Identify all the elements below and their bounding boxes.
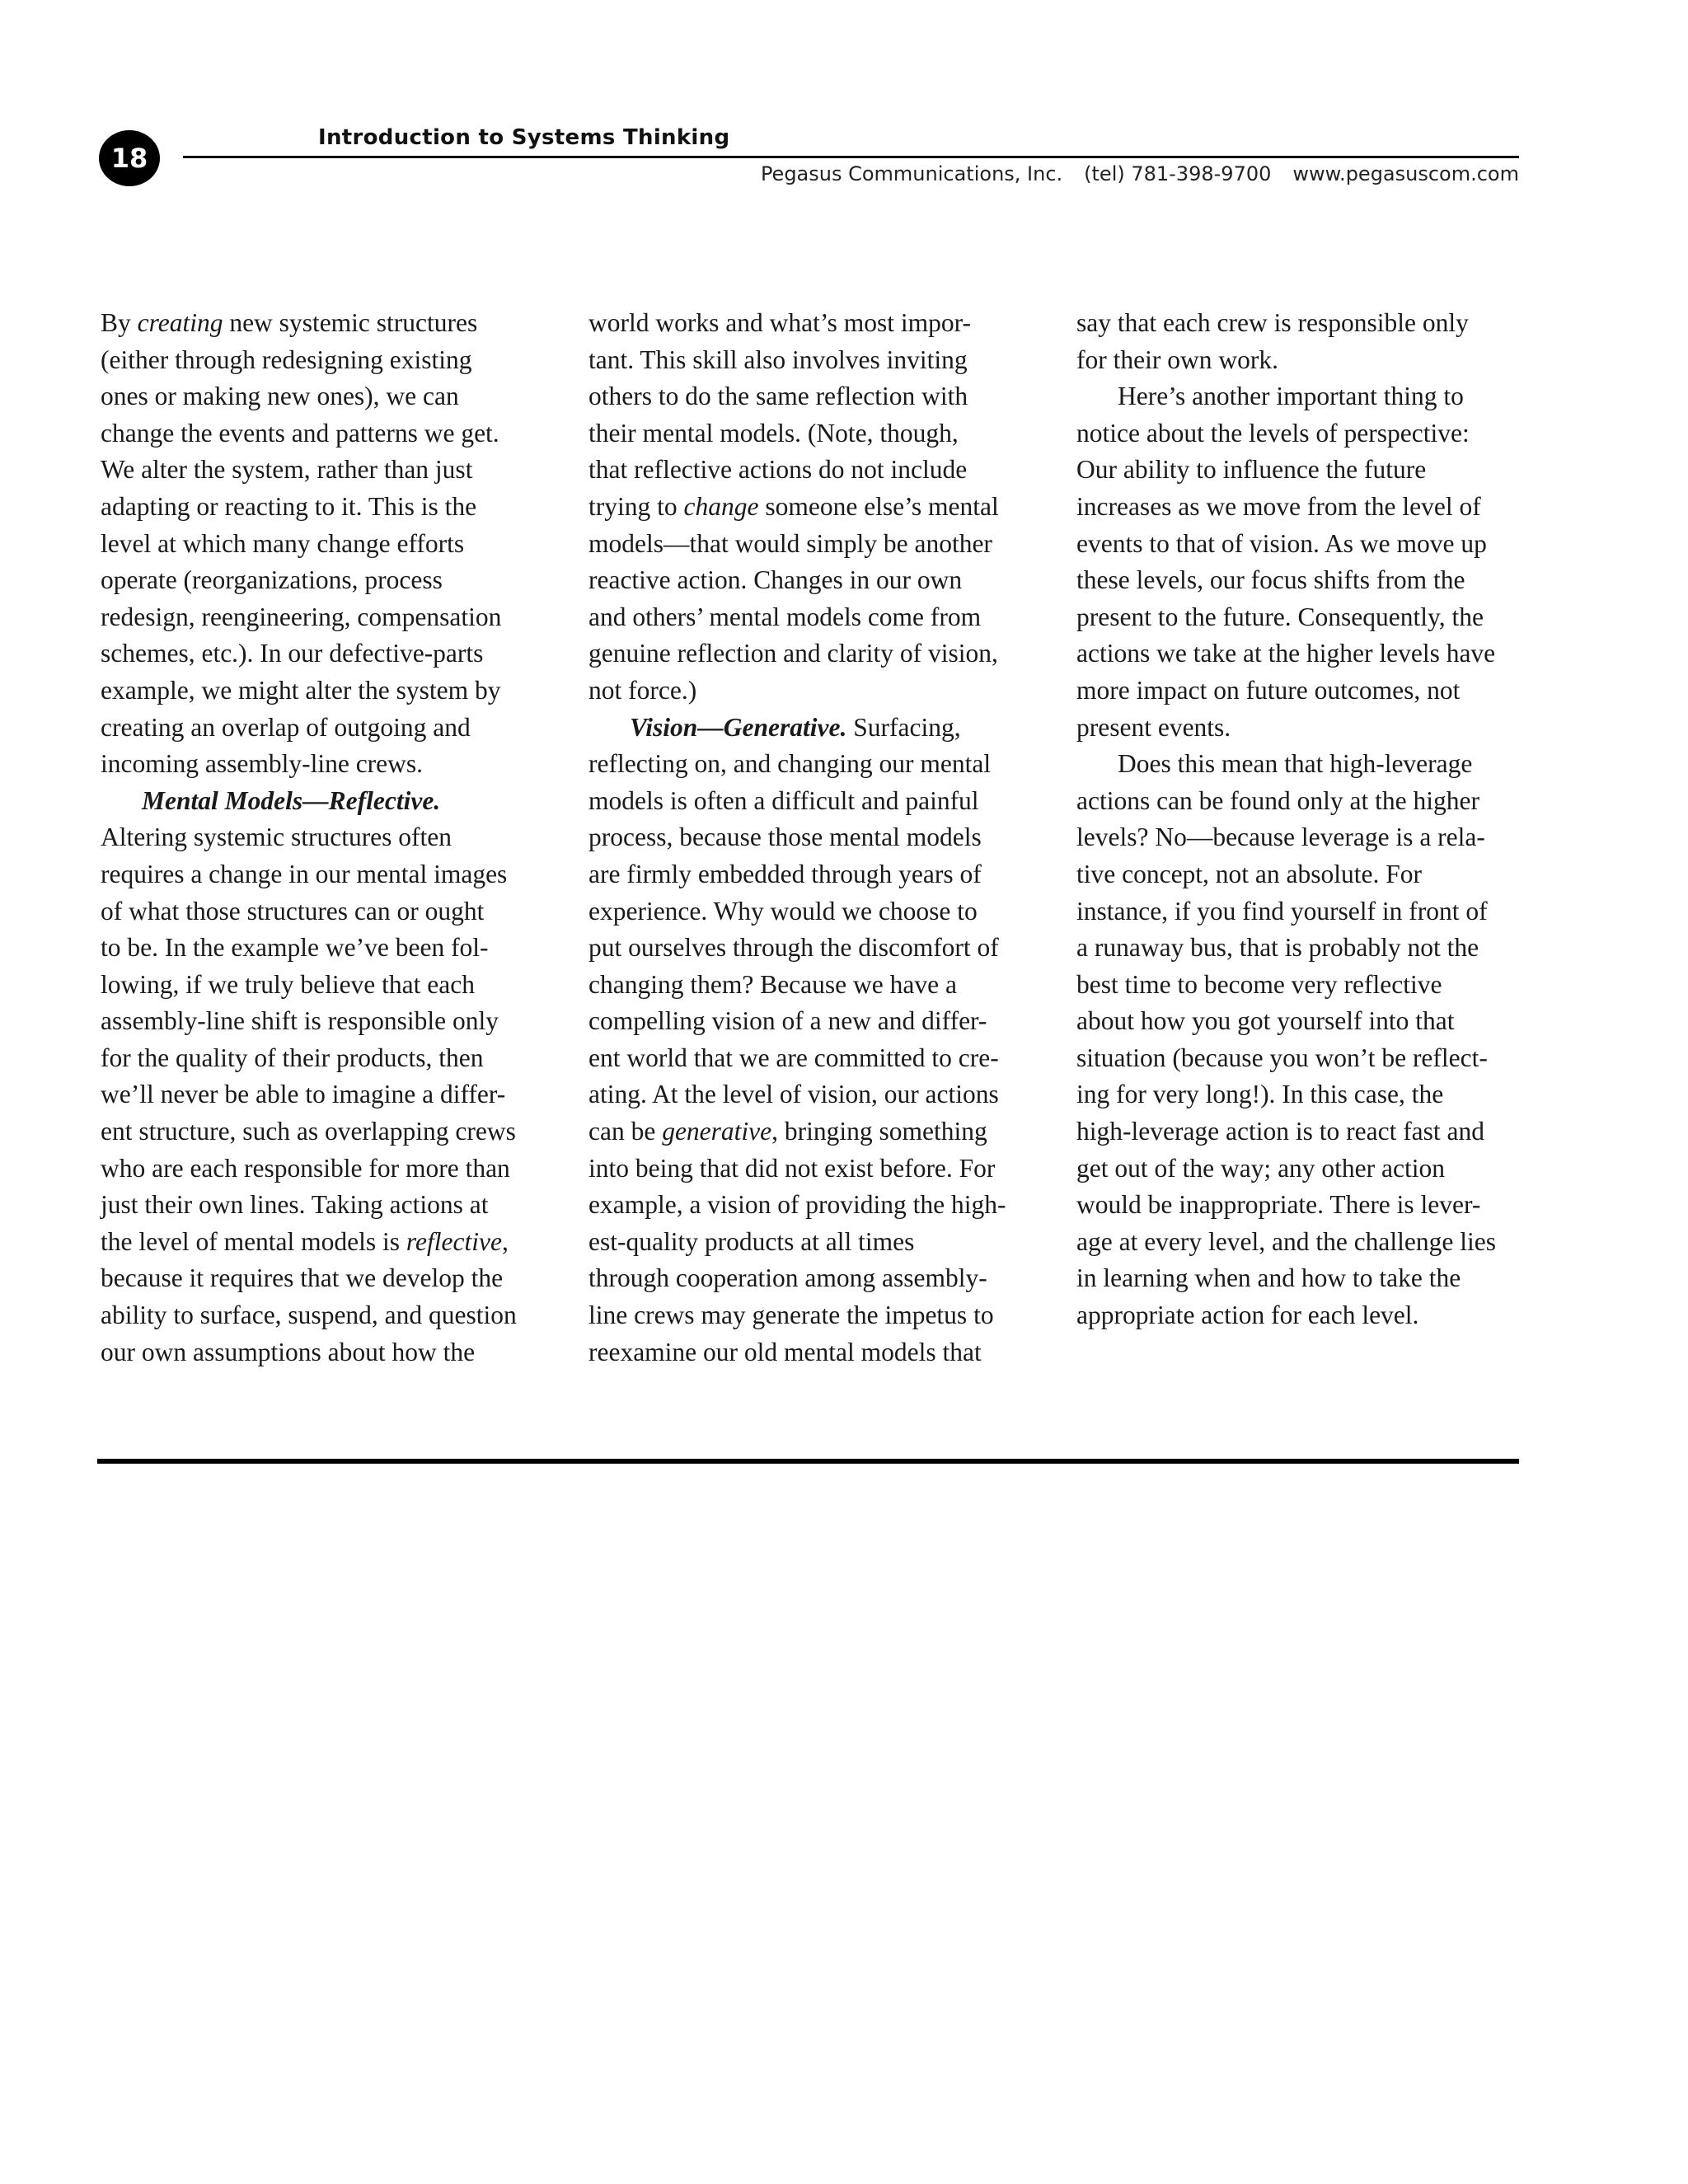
- text-line: because it requires that we develop the: [101, 1263, 504, 1293]
- text-line: world works and what’s most impor-: [588, 308, 971, 337]
- publisher-website: www.pegasuscom.com: [1292, 162, 1519, 185]
- text-line: assembly-line shift is responsible only: [101, 1006, 499, 1036]
- text-line: in learning when and how to take the: [1076, 1263, 1461, 1293]
- text-line: present events.: [1076, 712, 1231, 742]
- text-line: schemes, etc.). In our defective-parts: [101, 639, 484, 668]
- text-line: ones or making new ones), we can: [101, 382, 459, 411]
- text-line: ent structure, such as overlapping crews: [101, 1117, 516, 1146]
- section-heading-vision: Vision—Generative.: [630, 712, 847, 742]
- text-line: about how you got yourself into that: [1076, 1006, 1455, 1036]
- text-line: incoming assembly-line crews.: [101, 749, 424, 779]
- text-line: line crews may generate the impetus to: [588, 1301, 994, 1330]
- text-line: compelling vision of a new and differ-: [588, 1006, 987, 1036]
- text-line: By creating new systemic structures: [101, 308, 478, 337]
- text-line: not force.): [588, 675, 697, 705]
- text-line: example, we might alter the system by: [101, 675, 501, 705]
- text-line: reexamine our old mental models that: [588, 1337, 982, 1366]
- text-line: Altering systemic structures often: [101, 823, 452, 852]
- text-line: example, a vision of providing the high-: [588, 1190, 1006, 1220]
- text-line: can be generative, bringing something: [588, 1117, 987, 1146]
- text-line: actions we take at the higher levels have: [1076, 639, 1496, 668]
- text-line: get out of the way; any other action: [1076, 1153, 1445, 1183]
- text-column-2: [588, 305, 1050, 1371]
- text-line: ing for very long!). In this case, the: [1076, 1080, 1444, 1109]
- text-line: to be. In the example we’ve been fol-: [101, 933, 489, 963]
- text-line: tant. This skill also involves inviting: [588, 344, 968, 374]
- text-line: we’ll never be able to imagine a differ-: [101, 1080, 506, 1109]
- text-line: ating. At the level of vision, our actions: [588, 1080, 999, 1109]
- text-line: tive concept, not an absolute. For: [1076, 859, 1423, 888]
- text-line: Vision—Generative. Surfacing,: [630, 712, 961, 742]
- text-line: age at every level, and the challenge lies: [1076, 1226, 1496, 1256]
- text-line: ent world that we are committed to cre-: [588, 1043, 999, 1072]
- text-line: just their own lines. Taking actions at: [101, 1190, 489, 1220]
- text-line: that reflective actions do not include: [588, 455, 968, 485]
- text-line: situation (because you won’t be reflect-: [1076, 1043, 1488, 1072]
- text-line: levels? No—because leverage is a rela-: [1076, 823, 1485, 852]
- text-line: operate (reorganizations, process: [101, 565, 443, 595]
- text-line: level at which many change efforts: [101, 528, 465, 558]
- text-line: these levels, our focus shifts from the: [1076, 565, 1465, 595]
- text-line: a runaway bus, that is probably not the: [1076, 933, 1479, 963]
- text-line: say that each crew is responsible only: [1076, 308, 1469, 337]
- text-line: models is often a difficult and painful: [588, 785, 979, 815]
- text-line: redesign, reengineering, compensation: [101, 602, 502, 631]
- text-line: are firmly embedded through years of: [588, 859, 982, 888]
- text-line: Our ability to influence the future: [1076, 455, 1427, 485]
- text-line: others to do the same reflection with: [588, 382, 968, 411]
- text-line: would be inappropriate. There is lever-: [1076, 1190, 1481, 1220]
- text-line: present to the future. Consequently, the: [1076, 602, 1484, 631]
- text-line: reflecting on, and changing our mental: [588, 749, 992, 779]
- text-line: genuine reflection and clarity of vision,: [588, 639, 998, 668]
- publisher-name: Pegasus Communications, Inc.: [760, 162, 1063, 185]
- text-line: their mental models. (Note, though,: [588, 418, 959, 448]
- header-divider: [183, 156, 1519, 158]
- text-line: experience. Why would we choose to: [588, 896, 978, 926]
- text-line: ability to surface, suspend, and question: [101, 1301, 517, 1330]
- publisher-phone: (tel) 781-398-9700: [1084, 162, 1272, 185]
- text-line: est-quality products at all times: [588, 1226, 915, 1256]
- text-line: change the events and patterns we get.: [101, 418, 499, 448]
- text-line: We alter the system, rather than just: [101, 455, 473, 485]
- text-line: process, because those mental models: [588, 823, 982, 852]
- text-line: changing them? Because we have a: [588, 969, 957, 999]
- text-line: Here’s another important thing to: [1118, 382, 1464, 411]
- text-line: creating an overlap of outgoing and: [101, 712, 471, 742]
- text-line: through cooperation among assembly-: [588, 1263, 987, 1293]
- page-number: 18: [99, 130, 160, 186]
- text-line: more impact on future outcomes, not: [1076, 675, 1461, 705]
- text-line: the level of mental models is reflective,: [101, 1226, 509, 1256]
- text-line: who are each responsible for more than: [101, 1153, 510, 1183]
- text-line: trying to change someone else’s mental: [588, 491, 999, 521]
- section-heading-mental-models: Mental Models—Reflective.: [142, 785, 441, 815]
- emphasis-generative: generative: [662, 1117, 772, 1146]
- text-line: our own assumptions about how the: [101, 1337, 476, 1366]
- text-line: requires a change in our mental images: [101, 859, 508, 888]
- text-line: Does this mean that high-leverage: [1118, 749, 1473, 779]
- text-line: notice about the levels of perspective:: [1076, 418, 1470, 448]
- text-line: events to that of vision. As we move up: [1076, 528, 1487, 558]
- text-column-1: [101, 305, 562, 1371]
- emphasis-change: change: [683, 491, 759, 521]
- running-header-title: Introduction to Systems Thinking: [318, 125, 730, 150]
- text-line: reactive action. Changes in our own: [588, 565, 963, 595]
- text-line: for the quality of their products, then: [101, 1043, 484, 1072]
- text-column-3: [1076, 305, 1538, 1334]
- text-line: for their own work.: [1076, 344, 1278, 374]
- emphasis-creating: creating: [137, 308, 223, 337]
- publisher-contact-line: [761, 162, 1519, 185]
- text-line: lowing, if we truly believe that each: [101, 969, 475, 999]
- text-line: appropriate action for each level.: [1076, 1301, 1419, 1330]
- text-line: models—that would simply be another: [588, 528, 992, 558]
- text-line: actions can be found only at the higher: [1076, 785, 1479, 815]
- emphasis-reflective: reflective: [406, 1226, 502, 1256]
- text-line: high-leverage action is to react fast and: [1076, 1117, 1485, 1146]
- text-line: best time to become very reflective: [1076, 969, 1442, 999]
- text-line: adapting or reacting to it. This is the: [101, 491, 477, 521]
- text-line: into being that did not exist before. For: [588, 1153, 996, 1183]
- text-line: increases as we move from the level of: [1076, 491, 1481, 521]
- footer-divider: [97, 1459, 1519, 1464]
- text-line: and others’ mental models come from: [588, 602, 982, 631]
- text-line: instance, if you find yourself in front of: [1076, 896, 1488, 926]
- text-line: of what those structures can or ought: [101, 896, 485, 926]
- text-line: put ourselves through the discomfort of: [588, 933, 999, 963]
- text-line: (either through redesigning existing: [101, 344, 472, 374]
